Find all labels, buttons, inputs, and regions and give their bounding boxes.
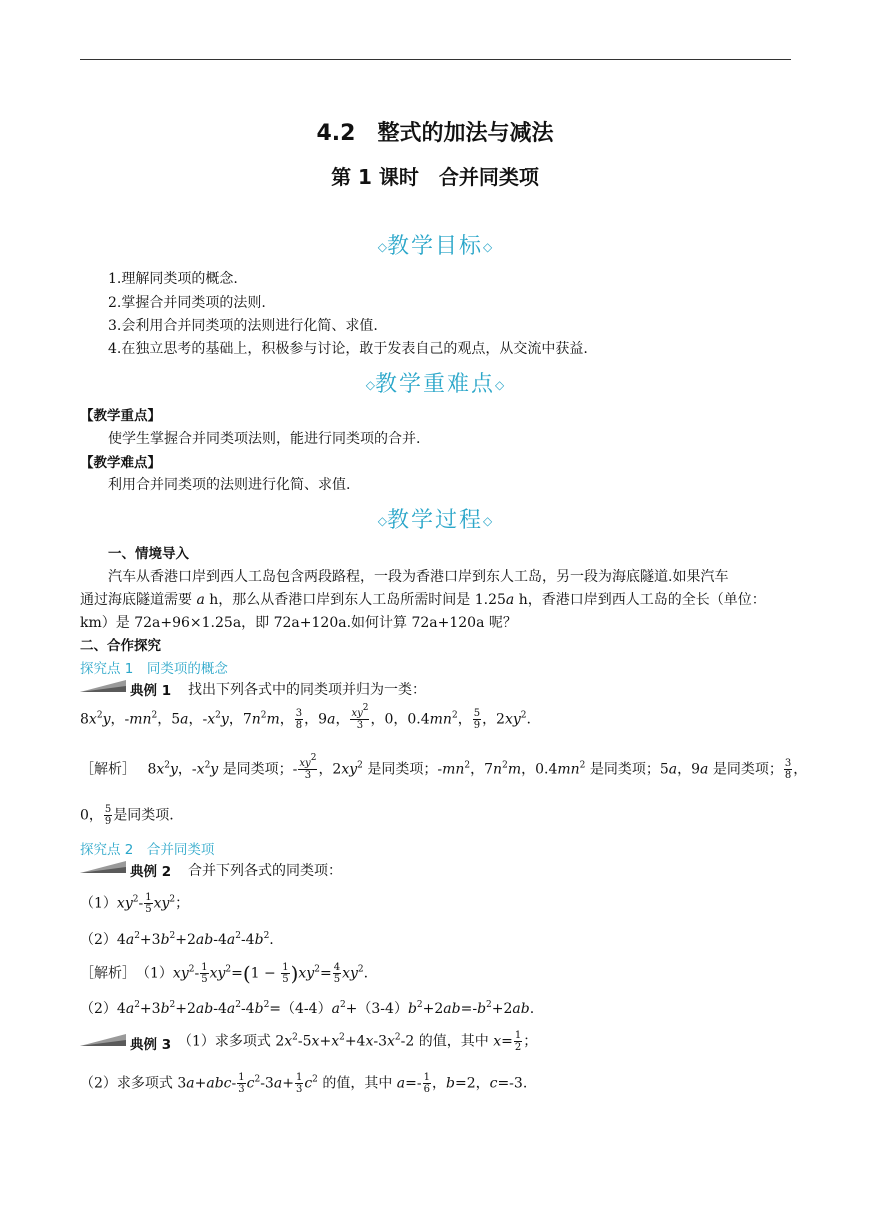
section-title: 教学重难点 <box>374 372 495 397</box>
explore-point-2: 探究点 2 合并同类项 <box>80 842 215 858</box>
header-rule <box>80 59 791 60</box>
example-tag-icon <box>80 680 126 692</box>
section-heading-goals <box>0 229 870 260</box>
diamond-icon: ◇ <box>495 378 505 392</box>
example-3-q2: （2）求多项式 3a+abc- $\frac{1}{3}$ $c^2-3a+$ $\frac{1}{3}$ $c^2$ 的值，其中 a=- $\frac{1}{6}$ ，b=2，c=-3. <box>80 1072 528 1095</box>
difficulty-label: 【教学难点】 <box>80 455 161 471</box>
explore-heading: 二、合作探究 <box>80 638 161 654</box>
page-title: 4.2 整式的加法与减法 <box>316 121 554 146</box>
diamond-icon: ◇ <box>483 240 493 254</box>
example-3-label: 典例 3 <box>130 1037 172 1053</box>
example-1-answer-end: 0， $\frac{5}{9}$ 是同类项. <box>80 804 174 827</box>
goal-item: 4.在独立思考的基础上，积极参与讨论，敢于发表自己的观点，从交流中获益. <box>108 341 588 357</box>
example-2-answer-2: $(2)4a^2+3b^2+2ab-4a^2-4b^2=(4-4)a^2+(3-4)b^2+2ab=-b^2+2ab$. <box>80 1000 535 1017</box>
example-1-question: 找出下列各式中的同类项并归为一类： <box>188 682 426 698</box>
diamond-icon: ◇ <box>377 514 387 528</box>
section-heading-keypoints <box>0 367 870 398</box>
example-2-q1: $(1)xy^2-$ $\frac{1}{5}$ $xy^2$； <box>80 892 190 915</box>
example-1-label: 典例 1 <box>130 683 172 699</box>
example-2-q2: $(2)4a^2+3b^2+2ab-4a^2-4b^2$. <box>80 931 274 948</box>
section-heading-process <box>0 503 870 534</box>
example-2-answer-1: ［解析］ $(1)xy^2-$ $\frac{1}{5}$ $xy^2=(1$ − $\frac{1}{5}$ )$xy^2=$ $\frac{4}{5}$ $xy^2$. <box>80 961 369 986</box>
intro-heading: 一、情境导入 <box>108 546 189 562</box>
example-1-answer: ［解析］ $8x^2y$，$-x^2y$ 是同类项；- $\frac{xy^2}{3}$ ，$2xy^2$ 是同类项；$-mn^2$，$7n^2m$，$0.4mn^2$ 是同类项；5a，9a 是同类项； $\frac{3}{8}$ ， <box>80 753 808 781</box>
intro-line: km）是 72a+96×1.25a，即 72a+120a.如何计算 72a+120a 呢？ <box>80 615 517 631</box>
focus-text: 使学生掌握合并同类项法则，能进行同类项的合并. <box>108 431 421 447</box>
goal-item: 1.理解同类项的概念. <box>108 271 238 287</box>
difficulty-text: 利用合并同类项的法则进行化简、求值. <box>108 477 351 493</box>
section-title: 教学目标 <box>386 234 483 259</box>
page-subtitle: 第 1 课时 合并同类项 <box>331 165 539 189</box>
example-tag-icon <box>80 1034 126 1046</box>
example-1-items: $8x^2y$，$-mn^2$，5a，$-x^2y$，$7n^2m$， $\frac{3}{8}$ ，9a， $\frac{xy^2}{3}$ ，0，$0.4mn^2$， $\frac{5}{9}$ ，$2xy^2$. <box>80 703 531 731</box>
goal-item: 2.掌握合并同类项的法则. <box>108 295 266 311</box>
example-tag-icon <box>80 861 126 873</box>
intro-line: 通过海底隧道需要 a h，那么从香港口岸到东人工岛所需时间是 1.25a h，香港口岸到西人工岛的全长（单位： <box>80 592 766 608</box>
diamond-icon: ◇ <box>365 378 375 392</box>
section-title: 教学过程 <box>386 508 483 533</box>
diamond-icon: ◇ <box>483 514 493 528</box>
example-2-question: 合并下列各式的同类项： <box>188 863 342 879</box>
goal-item: 3.会利用合并同类项的法则进行化简、求值. <box>108 318 378 334</box>
example-2-label: 典例 2 <box>130 864 172 880</box>
explore-point-1: 探究点 1 同类项的概念 <box>80 661 228 677</box>
diamond-icon: ◇ <box>377 240 387 254</box>
example-3-q1: （1）求多项式 $2x^2-5x+x^2+4x-3x^2-2$ 的值，其中 x= $\frac{1}{2}$ ； <box>178 1030 538 1053</box>
intro-line: 汽车从香港口岸到西人工岛包含两段路程，一段为香港口岸到东人工岛，另一段为海底隧道.如果汽车 <box>108 569 729 585</box>
focus-label: 【教学重点】 <box>80 408 161 424</box>
